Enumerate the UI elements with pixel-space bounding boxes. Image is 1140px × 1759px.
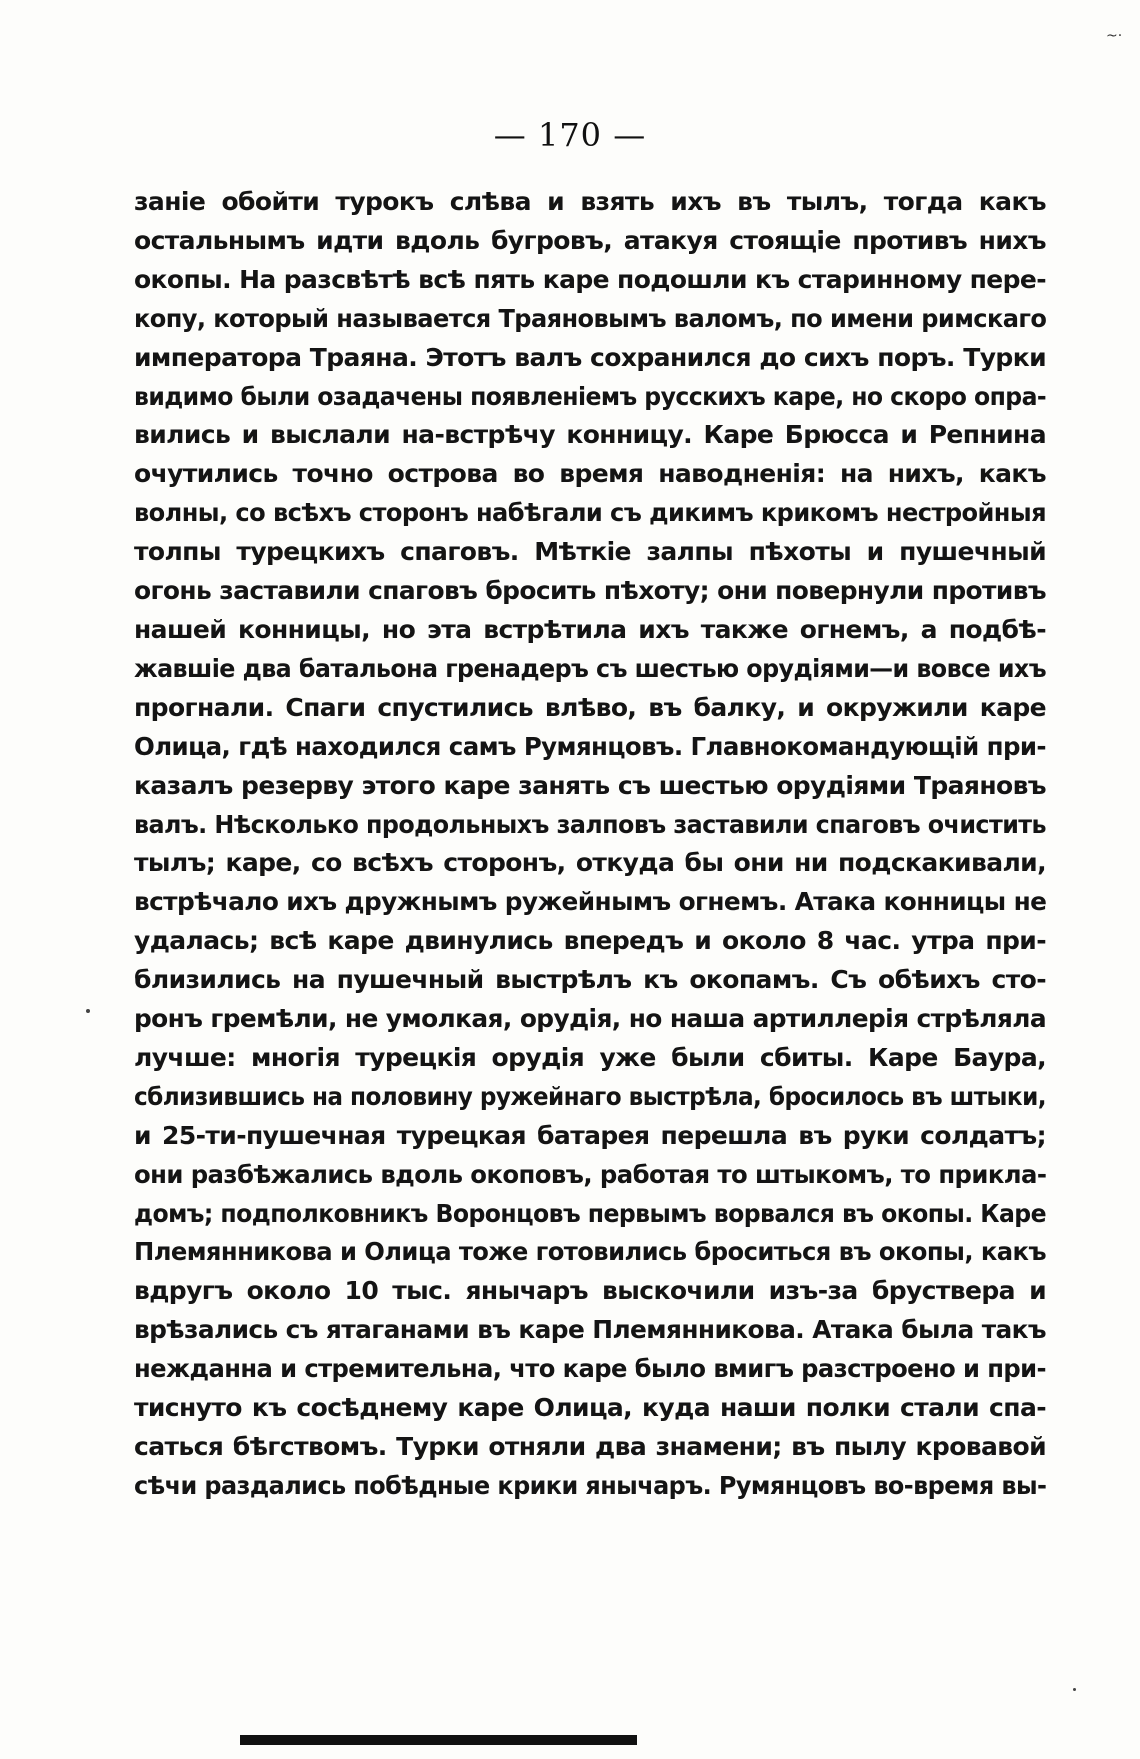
text-line: волны, со всѣхъ сторонъ набѣгали съ дикимъ крикомъ нестройныя [134, 498, 1046, 528]
text-line: прогнали. Спаги спустились влѣво, въ балку, и окружили каре [134, 692, 1046, 722]
text-line: встрѣчало ихъ дружнымъ ружейнымъ огнемъ. Атака конницы не [134, 887, 1047, 917]
text-line: нашей конницы, но эта встрѣтила ихъ также огнемъ, а подбѣ- [134, 614, 1046, 644]
text-line: огонь заставили спаговъ бросить пѣхоту; они повернули противъ [134, 576, 1046, 606]
corner-mark: ~· [1106, 28, 1123, 44]
text-line: казалъ резерву этого каре занять съ шестью орудіями Траяновъ [134, 770, 1046, 800]
text-line: Племянникова и Олица тоже готовились броситься въ окопы, какъ [134, 1237, 1046, 1267]
text-line: толпы турецкихъ спаговъ. Мѣткіе залпы пѣхоты и пушечный [134, 537, 1046, 567]
bottom-rule [240, 1735, 637, 1745]
scan-speck [1073, 1688, 1076, 1691]
text-line: видимо были озадачены появленіемъ русскихъ каре, но скоро опра- [134, 381, 1047, 411]
text-line: лучше: многія турецкія орудія уже были сбиты. Каре Баура, [134, 1042, 1046, 1072]
text-line: императора Траяна. Этотъ валъ сохранился до сихъ поръ. Турки [134, 342, 1046, 372]
scan-speck [86, 1009, 90, 1013]
text-line: тиснуто къ сосѣднему каре Олица, куда наши полки стали спа- [134, 1393, 1046, 1423]
text-line: Олица, гдѣ находился самъ Румянцовъ. Главнокомандующій при- [134, 731, 1046, 761]
text-line: врѣзались съ ятаганами въ каре Племянникова. Атака была такъ [134, 1315, 1046, 1345]
body-text [134, 183, 1046, 1506]
text-line: и 25-ти-пушечная турецкая батарея перешла въ руки солдатъ; [134, 1120, 1046, 1150]
text-line: нежданна и стремительна, что каре было вмигъ разстроено и при- [134, 1354, 1046, 1384]
text-line: сѣчи раздались побѣдные крики янычаръ. Румянцовъ во-время вы- [134, 1470, 1047, 1500]
text-line: близились на пушечный выстрѣлъ къ окопамъ. Съ обѣихъ сто- [134, 965, 1046, 995]
text-line: остальнымъ идти вдоль бугровъ, атакуя стоящіе противъ нихъ [134, 225, 1046, 255]
text-line: копу, который называется Траяновымъ валомъ, по имени римскаго [134, 303, 1047, 333]
text-line: они разбѣжались вдоль окоповъ, работая то штыкомъ, то прикла- [134, 1159, 1047, 1189]
text-line: саться бѣгствомъ. Турки отняли два знамени; въ пылу кровавой [134, 1432, 1046, 1461]
text-line: тылъ; каре, со всѣхъ сторонъ, откуда бы они ни подскакивали, [134, 848, 1046, 878]
text-line: очутились точно острова во время наводненія: на нихъ, какъ [134, 459, 1046, 489]
text-line: сблизившись на половину ружейнаго выстрѣла, бросилось въ штыки, [134, 1081, 1046, 1111]
text-line: вдругъ около 10 тыс. янычаръ выскочили изъ-за бруствера и [134, 1276, 1046, 1306]
text-line: вились и выслали на-встрѣчу конницу. Каре Брюсса и Репнина [134, 420, 1046, 450]
text-line: удалась; всѣ каре двинулись впередъ и около 8 час. утра при- [134, 926, 1046, 956]
text-line: валъ. Нѣсколько продольныхъ залповъ заставили спаговъ очистить [134, 809, 1046, 839]
text-line: домъ; подполковникъ Воронцовъ первымъ ворвался въ окопы. Каре [134, 1198, 1046, 1228]
text-line: ронъ гремѣли, не умолкая, орудія, но наша артиллерія стрѣляла [134, 1004, 1046, 1034]
text-line: заніе обойти турокъ слѣва и взять ихъ въ тылъ, тогда какъ [134, 187, 1046, 216]
text-line: жавшіе два батальона гренадеръ съ шестью орудіями—и вовсе ихъ [134, 653, 1046, 683]
text-line: окопы. На разсвѣтѣ всѣ пять каре подошли къ старинному пере- [134, 264, 1046, 294]
page-number: — 170 — [493, 116, 647, 154]
